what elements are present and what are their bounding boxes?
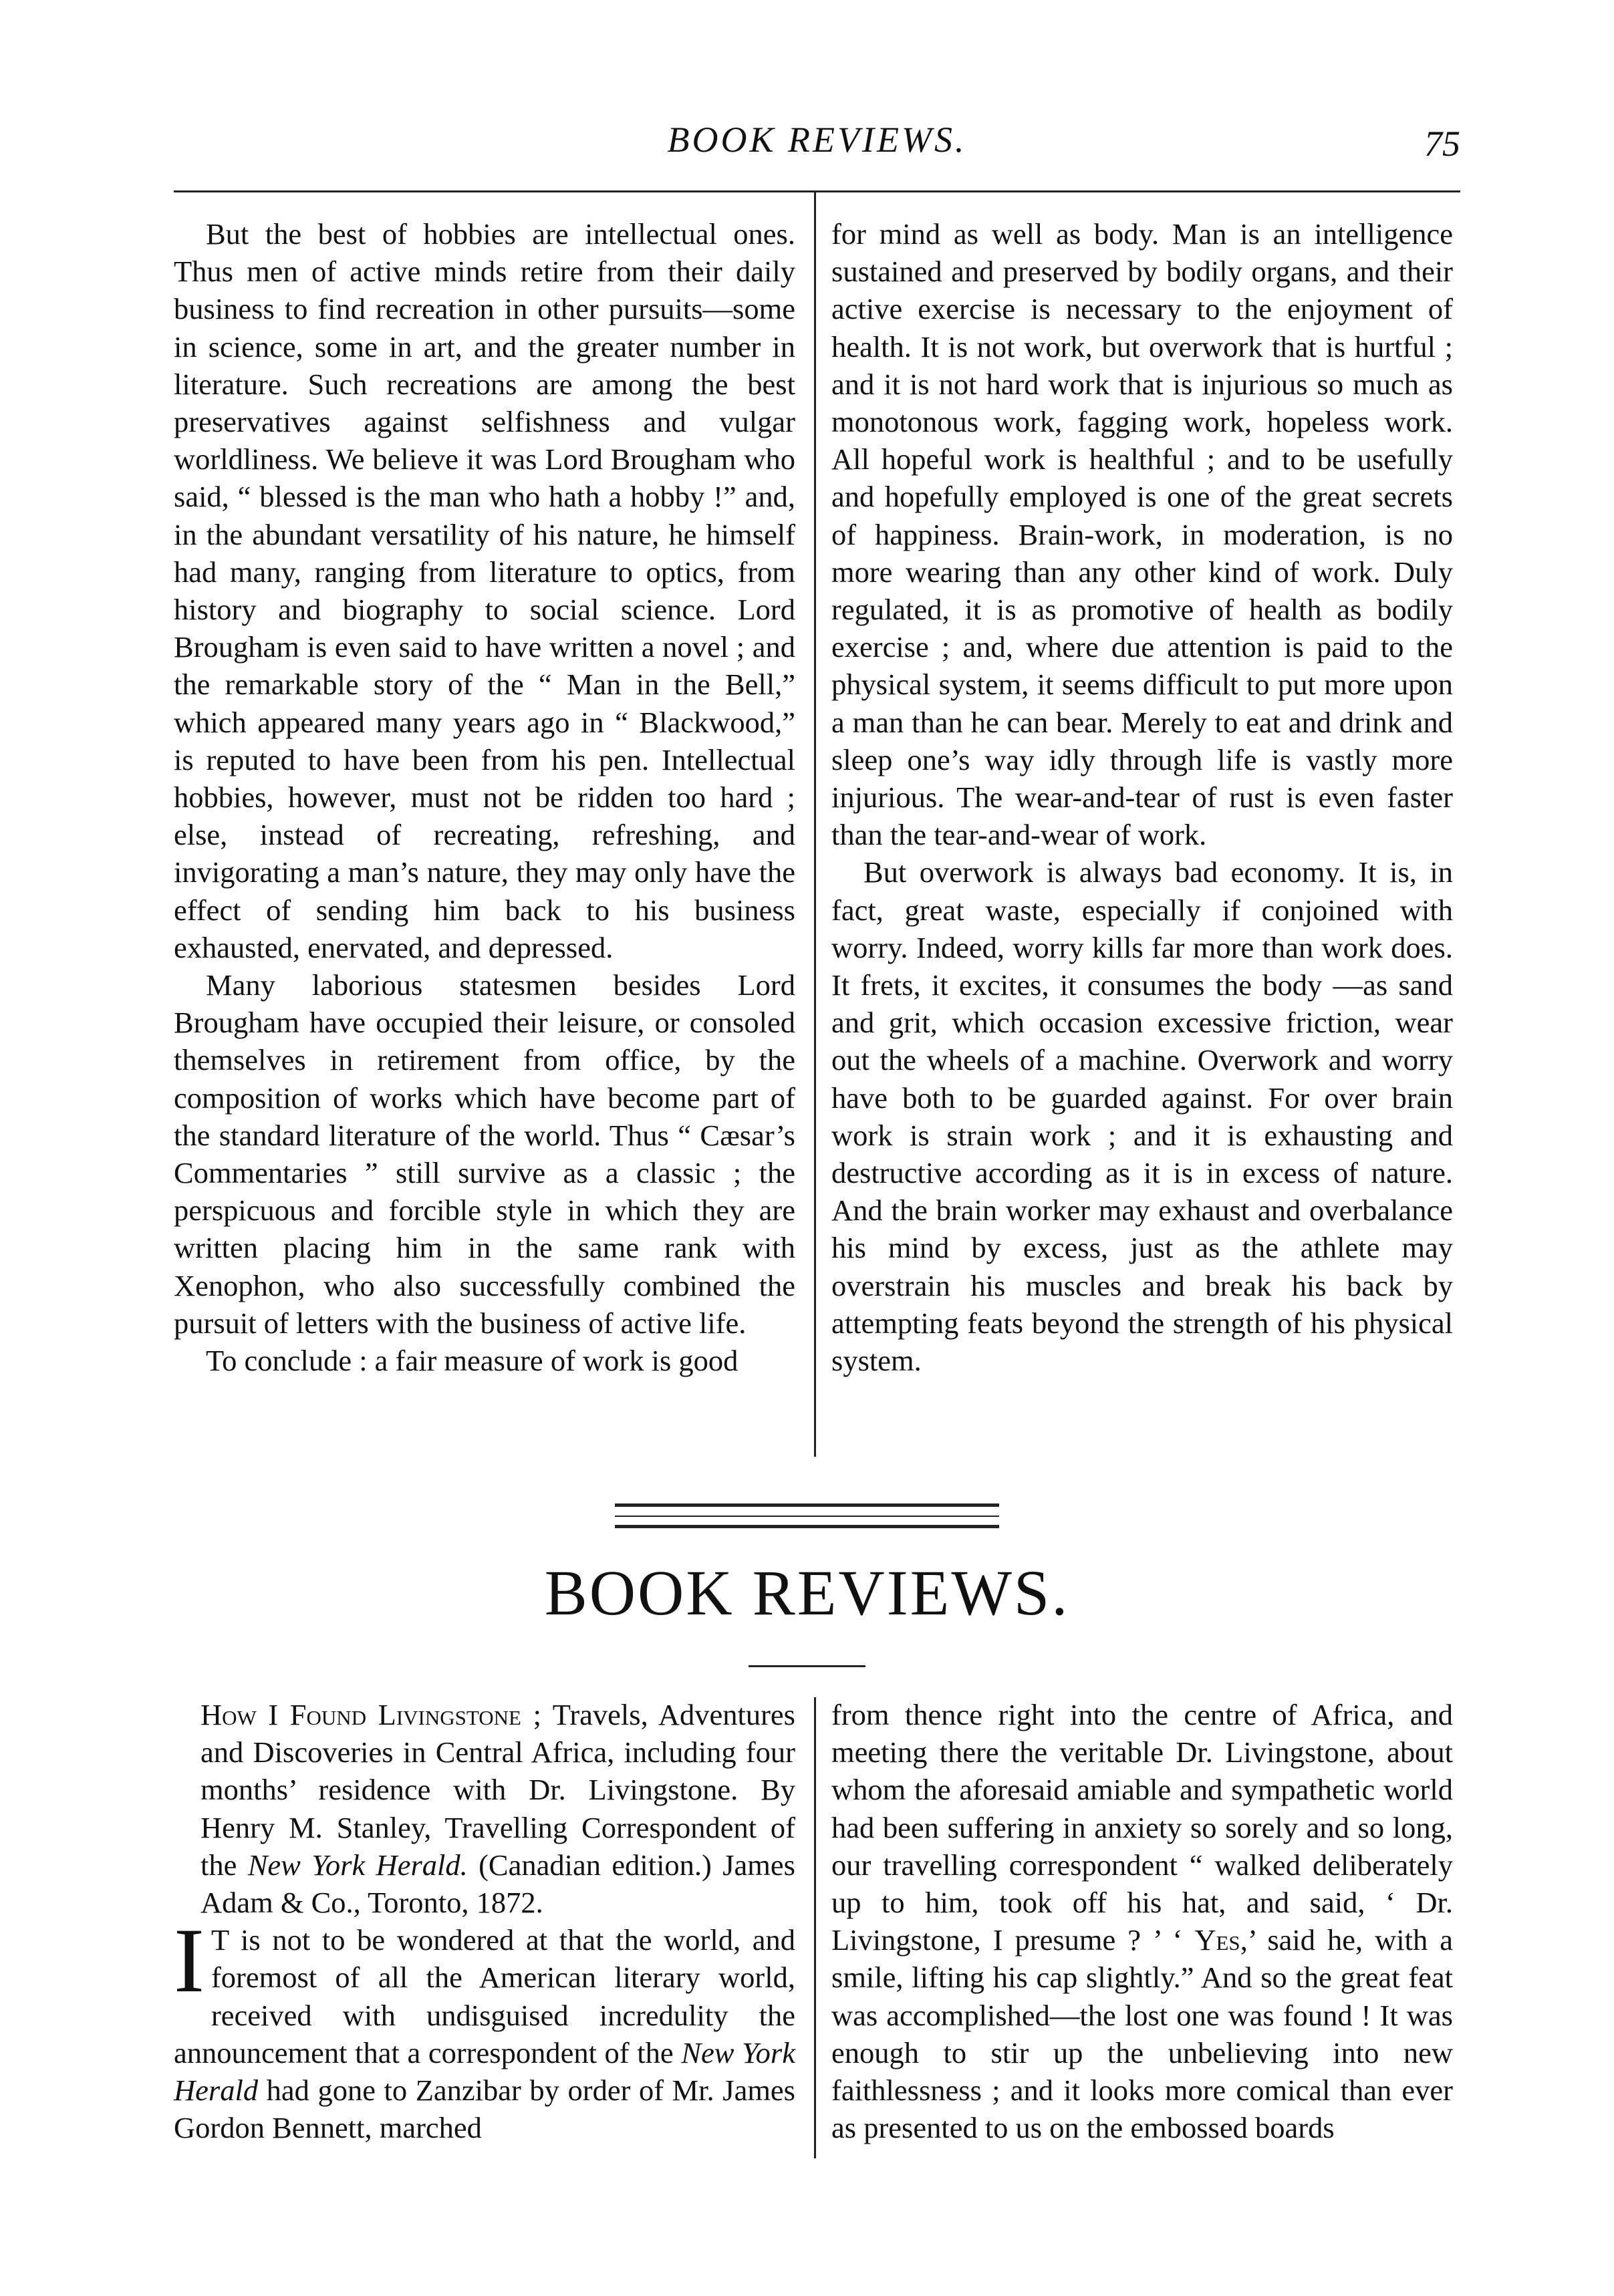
title-rule: [749, 1665, 865, 1667]
small-caps-word: Yes: [1194, 1923, 1240, 1957]
review-paragraph: [831, 1696, 1453, 2146]
newspaper-title: New York Herald: [174, 2035, 795, 2108]
review-right-column: [831, 1696, 1453, 2146]
essay-right-column: [831, 215, 1453, 1379]
citation-text: ; Travels, Adventures and Discoveries in Central Africa, including four months’ residence with Dr. Livingstone. By Henry M. Stanley, Travelling Correspondent of the: [200, 1698, 795, 1882]
running-header: [174, 119, 1460, 172]
citation-text: (Canadian edition.) James Adam & Co., Toronto, 1872.: [200, 1848, 795, 1920]
ornamental-rule: [615, 1525, 999, 1528]
page-number: 75: [1424, 124, 1460, 164]
essay-paragraph: To conclude : a fair measure of work is good: [206, 1344, 738, 1378]
column-divider: [814, 190, 816, 1457]
column-divider: [814, 1697, 816, 2158]
essay-paragraph: But overwork is always bad economy. It is, in fact, great waste, especially if conjoined with worry. Indeed, worry kills far more than work does. It frets, it excites, it consumes the body —as sand and grit, which occasion excessive friction, wear out the wheels of a machine. Overwork and worry have both to be guarded against. For over brain work is strain work ; and it is exhausting and destructive according as it is in excess of nature. And the brain worker may exhaust and overbalance his mind by excess, just as the athlete may overstrain his muscles and break his back by attempting feats beyond the strength of his physical system.: [831, 855, 1453, 1378]
review-text: from thence right into the centre of Africa, and meeting there the veritable Dr. Livingstone, about whom the aforesaid amiable and sympathetic world had been suffering in anxiety so sorely and so long, our travelling correspondent “ walked deliberately up to him, took off his hat, and said, ‘ Dr. Livingstone, I presume ? ’ ‘: [831, 1698, 1453, 1957]
book-title: How I Found Livingstone: [200, 1698, 521, 1731]
header-rule: [174, 190, 1460, 192]
ornamental-rule: [615, 1516, 999, 1517]
essay-paragraph: Many laborious statesmen besides Lord Brougham have occupied their leisure, or consoled themselves in retirement from office, by the composition of works which have become part of the standard literature of the world. Thus “ Cæsar’s Commentaries ” still survive as a classic ; the perspicuous and forcible style in which they are written placing him in the same rank with Xenophon, who also successfully combined the pursuit of letters with the business of active life.: [174, 968, 795, 1340]
ornamental-rule: [615, 1503, 999, 1507]
drop-cap: I: [174, 1909, 205, 2012]
review-text: ,’ said he, with a smile, lifting his cap slightly.” And so the great feat was accomplished—the lost one was found ! It was enough to stir up the unbelieving into new faithlessness ; and it looks more comical than ever as presented to us on the embossed boards: [831, 1923, 1453, 2145]
essay-left-column: [174, 215, 795, 1379]
review-text: had gone to Zanzibar by order of Mr. James Gordon Bennett, marched: [174, 2073, 795, 2145]
newspaper-title: New York Herald.: [247, 1848, 468, 1882]
book-citation: [174, 1696, 795, 1921]
review-text: T is not to be wondered at that the world, and foremost of all the American literary world, received with undisguised incredulity the announcement that a correspondent of the: [174, 1923, 795, 2069]
running-title: BOOK REVIEWS.: [667, 120, 967, 160]
review-left-column: [174, 1696, 795, 2146]
essay-paragraph: But the best of hobbies are intellectual ones. Thus men of active minds retire from their daily business to find recreation in other pursuits—some in science, some in art, and the greater number in literature. Such recreations are among the best preservatives against selfishness and vulgar worldliness. We believe it was Lord Brougham who said, “ blessed is the man who hath a hobby !” and, in the abundant versatility of his nature, he himself had many, ranging from literature to optics, from history and biography to social science. Lord Brougham is even said to have written a novel ; and the remarkable story of the “ Man in the Bell,” which appeared many years ago in “ Blackwood,” is reputed to have been from his pen. Intellectual hobbies, however, must not be ridden too hard ; else, instead of recreating, refreshing, and invigorating a man’s nature, they may only have the effect of sending him back to his business exhausted, enervated, and depressed.: [174, 217, 795, 964]
review-paragraph: [174, 1909, 795, 2146]
section-title: BOOK REVIEWS.: [544, 1557, 1070, 1628]
essay-paragraph: for mind as well as body. Man is an intelligence sustained and preserved by bodily organs, and their active exercise is necessary to the enjoyment of health. It is not work, but overwork that is hurtful ; and it is not hard work that is injurious so much as monotonous work, fagging work, hopeless work. All hopeful work is healthful ; and to be usefully and hopefully employed is one of the great secrets of happiness. Brain-work, in moderation, is no more wearing than any other kind of work. Duly regulated, it is as promotive of health as bodily exercise ; and, where due attention is paid to the physical system, it seems difficult to put more upon a man than he can bear. Merely to eat and drink and sleep one’s way idly through life is vastly more injurious. The wear-and-tear of rust is even faster than the tear-and-wear of work.: [831, 217, 1453, 852]
